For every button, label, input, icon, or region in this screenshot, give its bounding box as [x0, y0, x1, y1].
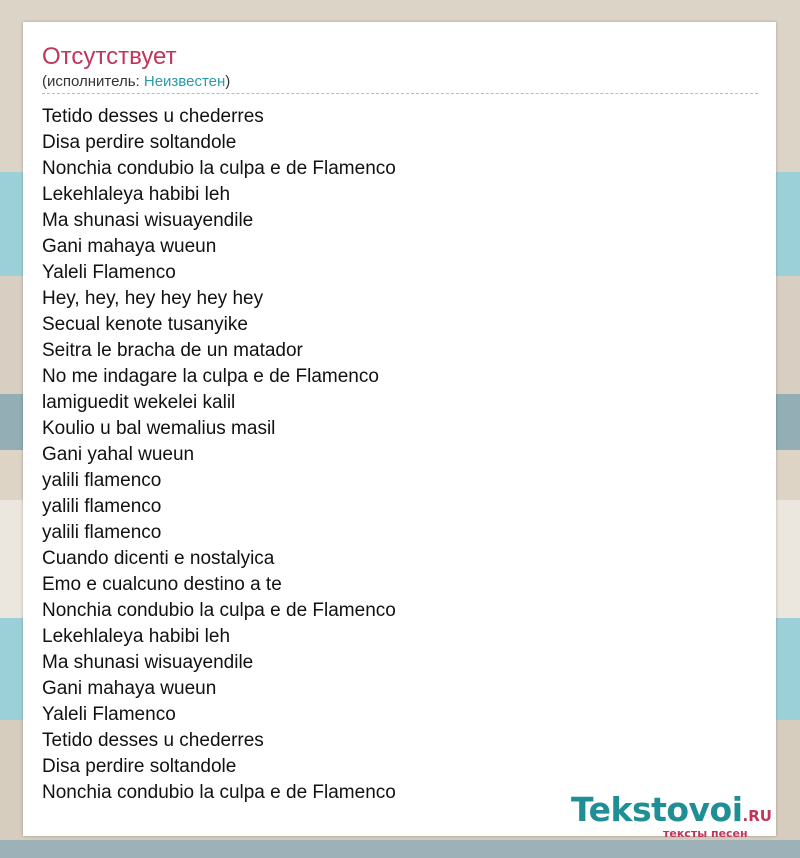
- lyric-line: yalili flamenco: [42, 522, 162, 543]
- lyric-line: Seitra le bracha de un matador: [42, 340, 303, 361]
- lyric-line: Nonchia condubio la culpa e de Flamenco: [42, 782, 396, 803]
- lyric-line: Disa perdire soltandole: [42, 132, 237, 153]
- lyric-line: Ma shunasi wisuayendile: [42, 210, 254, 231]
- logo-wordmark: [571, 790, 772, 829]
- lyric-line: yalili flamenco: [42, 496, 162, 517]
- lyric-line: Yaleli Flamenco: [42, 262, 176, 283]
- lyrics-panel: [23, 22, 776, 840]
- lyric-line: Gani mahaya wueun: [42, 236, 217, 257]
- divider: [42, 93, 758, 94]
- lyric-line: Yaleli Flamenco: [42, 704, 176, 725]
- lyric-line: Lekehlaleya habibi leh: [42, 184, 231, 205]
- site-logo[interactable]: [571, 790, 776, 838]
- lyrics-list: [42, 104, 396, 806]
- lyric-line: Emo e cualcuno destino a te: [42, 574, 282, 595]
- lyric-line: lamiguedit wekelei kalil: [42, 392, 236, 413]
- lyric-line: Tetido desses u chederres: [42, 730, 264, 751]
- lyric-line: Gani yahal wueun: [42, 444, 195, 465]
- lyric-line: Tetido desses u chederres: [42, 106, 264, 127]
- lyric-line: Hey, hey, hey hey hey hey: [42, 288, 264, 309]
- artist-line: [42, 73, 230, 91]
- lyric-line: Nonchia condubio la culpa e de Flamenco: [42, 158, 396, 179]
- song-title: Отсутствует: [42, 43, 177, 70]
- lyric-line: yalili flamenco: [42, 470, 162, 491]
- lyric-line: Gani mahaya wueun: [42, 678, 217, 699]
- artist-prefix: (исполнитель:: [42, 73, 144, 90]
- logo-tagline: тексты песен: [663, 827, 748, 840]
- lyric-line: No me indagare la culpa e de Flamenco: [42, 366, 379, 387]
- lyric-line: Ma shunasi wisuayendile: [42, 652, 254, 673]
- logo-tld: .RU: [742, 807, 772, 825]
- lyric-line: Secual kenote tusanyike: [42, 314, 248, 335]
- logo-name: Tekstovoi: [571, 790, 743, 829]
- lyric-line: Disa perdire soltandole: [42, 756, 237, 777]
- lyric-line: Cuando dicenti e nostalyica: [42, 548, 275, 569]
- artist-suffix: ): [225, 73, 231, 90]
- lyric-line: Nonchia condubio la culpa e de Flamenco: [42, 600, 396, 621]
- lyric-line: Lekehlaleya habibi leh: [42, 626, 231, 647]
- lyric-line: Koulio u bal wemalius masil: [42, 418, 276, 439]
- artist-link[interactable]: Неизвестен: [143, 73, 226, 90]
